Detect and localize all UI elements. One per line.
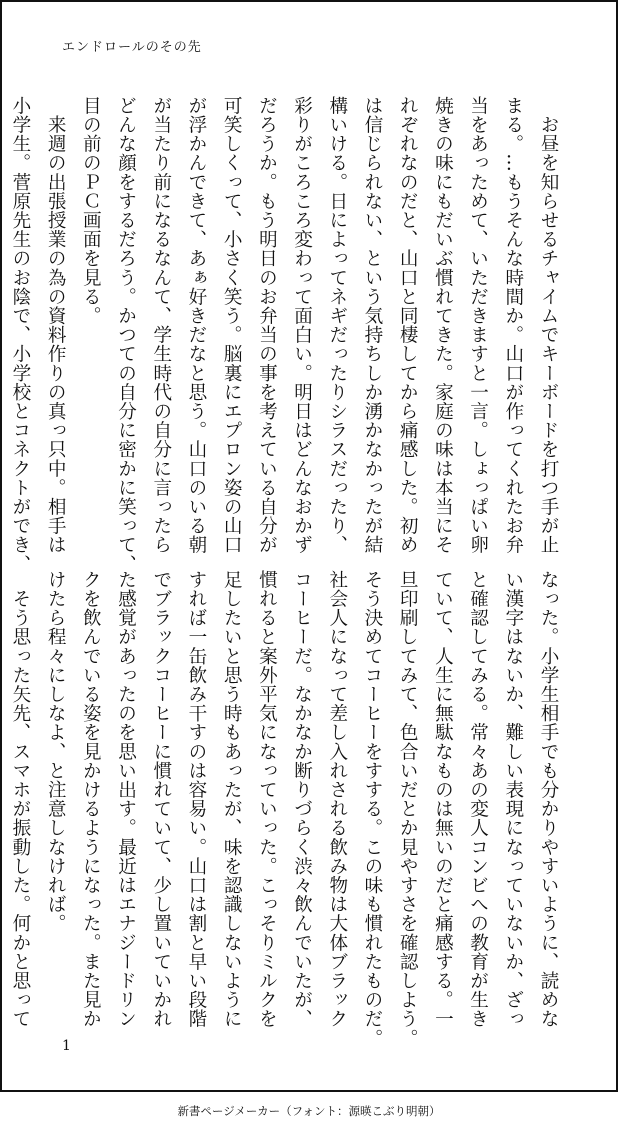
running-header-title: エンドロールのその先 [62,40,202,55]
text-block-upper: お昼を知らせるチャイムでキーボードを打つ手が止 まる。…もうそんな時間か。山口が作ってくれたお弁 当をあっためて、いただきますと一言。しょっぱい卵 焼きの味にもだいぶ慣れてきた。家庭の味は本当にそ れぞれなのだと、山口と同棲してから痛感した。初め は信じられない、という気持ちしか湧かなかったが結 構いける。日によってネギだったりシラスだったり、 彩りがころころ変わって面白い。明日はどんなおかず だろうか。もう明日のお弁当の事を考えている自分が 可笑しくって、小さく笑う。脳裏にエプロン姿の山口 が浮かんできて、あぁ好きだなと思う。山口のいる朝 が当たり前になるなんて、学生時代の自分に言ったら どんな顔をするだろう。かつての自分に密かに笑って、 目の前のＰＣ画面を見る。 来週の出張授業の為の資料作りの真っ只中。相手は 小学生。菅原先生のお陰で、小学校とコネクトができ、 [9,96,559,574]
text-block-lower: なった。小学生相手でも分かりやすいように、読めな い漢字はないか、難しい表現になっていないか、ざっ と確認してみる。常々あの変人コンビへの教育が生き ていて、人生に無駄なものは無いのだと痛感する。一 旦印刷してみて、色合いだとか見やすさを確認しよう。 そう決めてコーヒーをすする。この味も慣れたものだ。 社会人になって差し入れされる飲み物は大体ブラック コーヒーだ。なかなか断りづらく渋々飲んでいたが、 慣れると案外平気になっていった。こっそりミルクを 足したいと思う時もあったが、味を認識しないように すれば一缶飲み干すのは容易い。山口は割と早い段階 でブラックコーヒーに慣れていて、少し置いていかれ た感覚があったのを思い出す。最近はエナジードリン クを飲んでいる姿を見かけるようになった。また見か けたら程々にしなよ、と注意しなければ。 そう思った矢先、スマホが振動した。何かと思って [9,570,559,1048]
footer-credit: 新書ページメーカー（フォント：源暎こぶり明朝） [177,1104,441,1118]
page-number: 1 [62,1038,71,1054]
